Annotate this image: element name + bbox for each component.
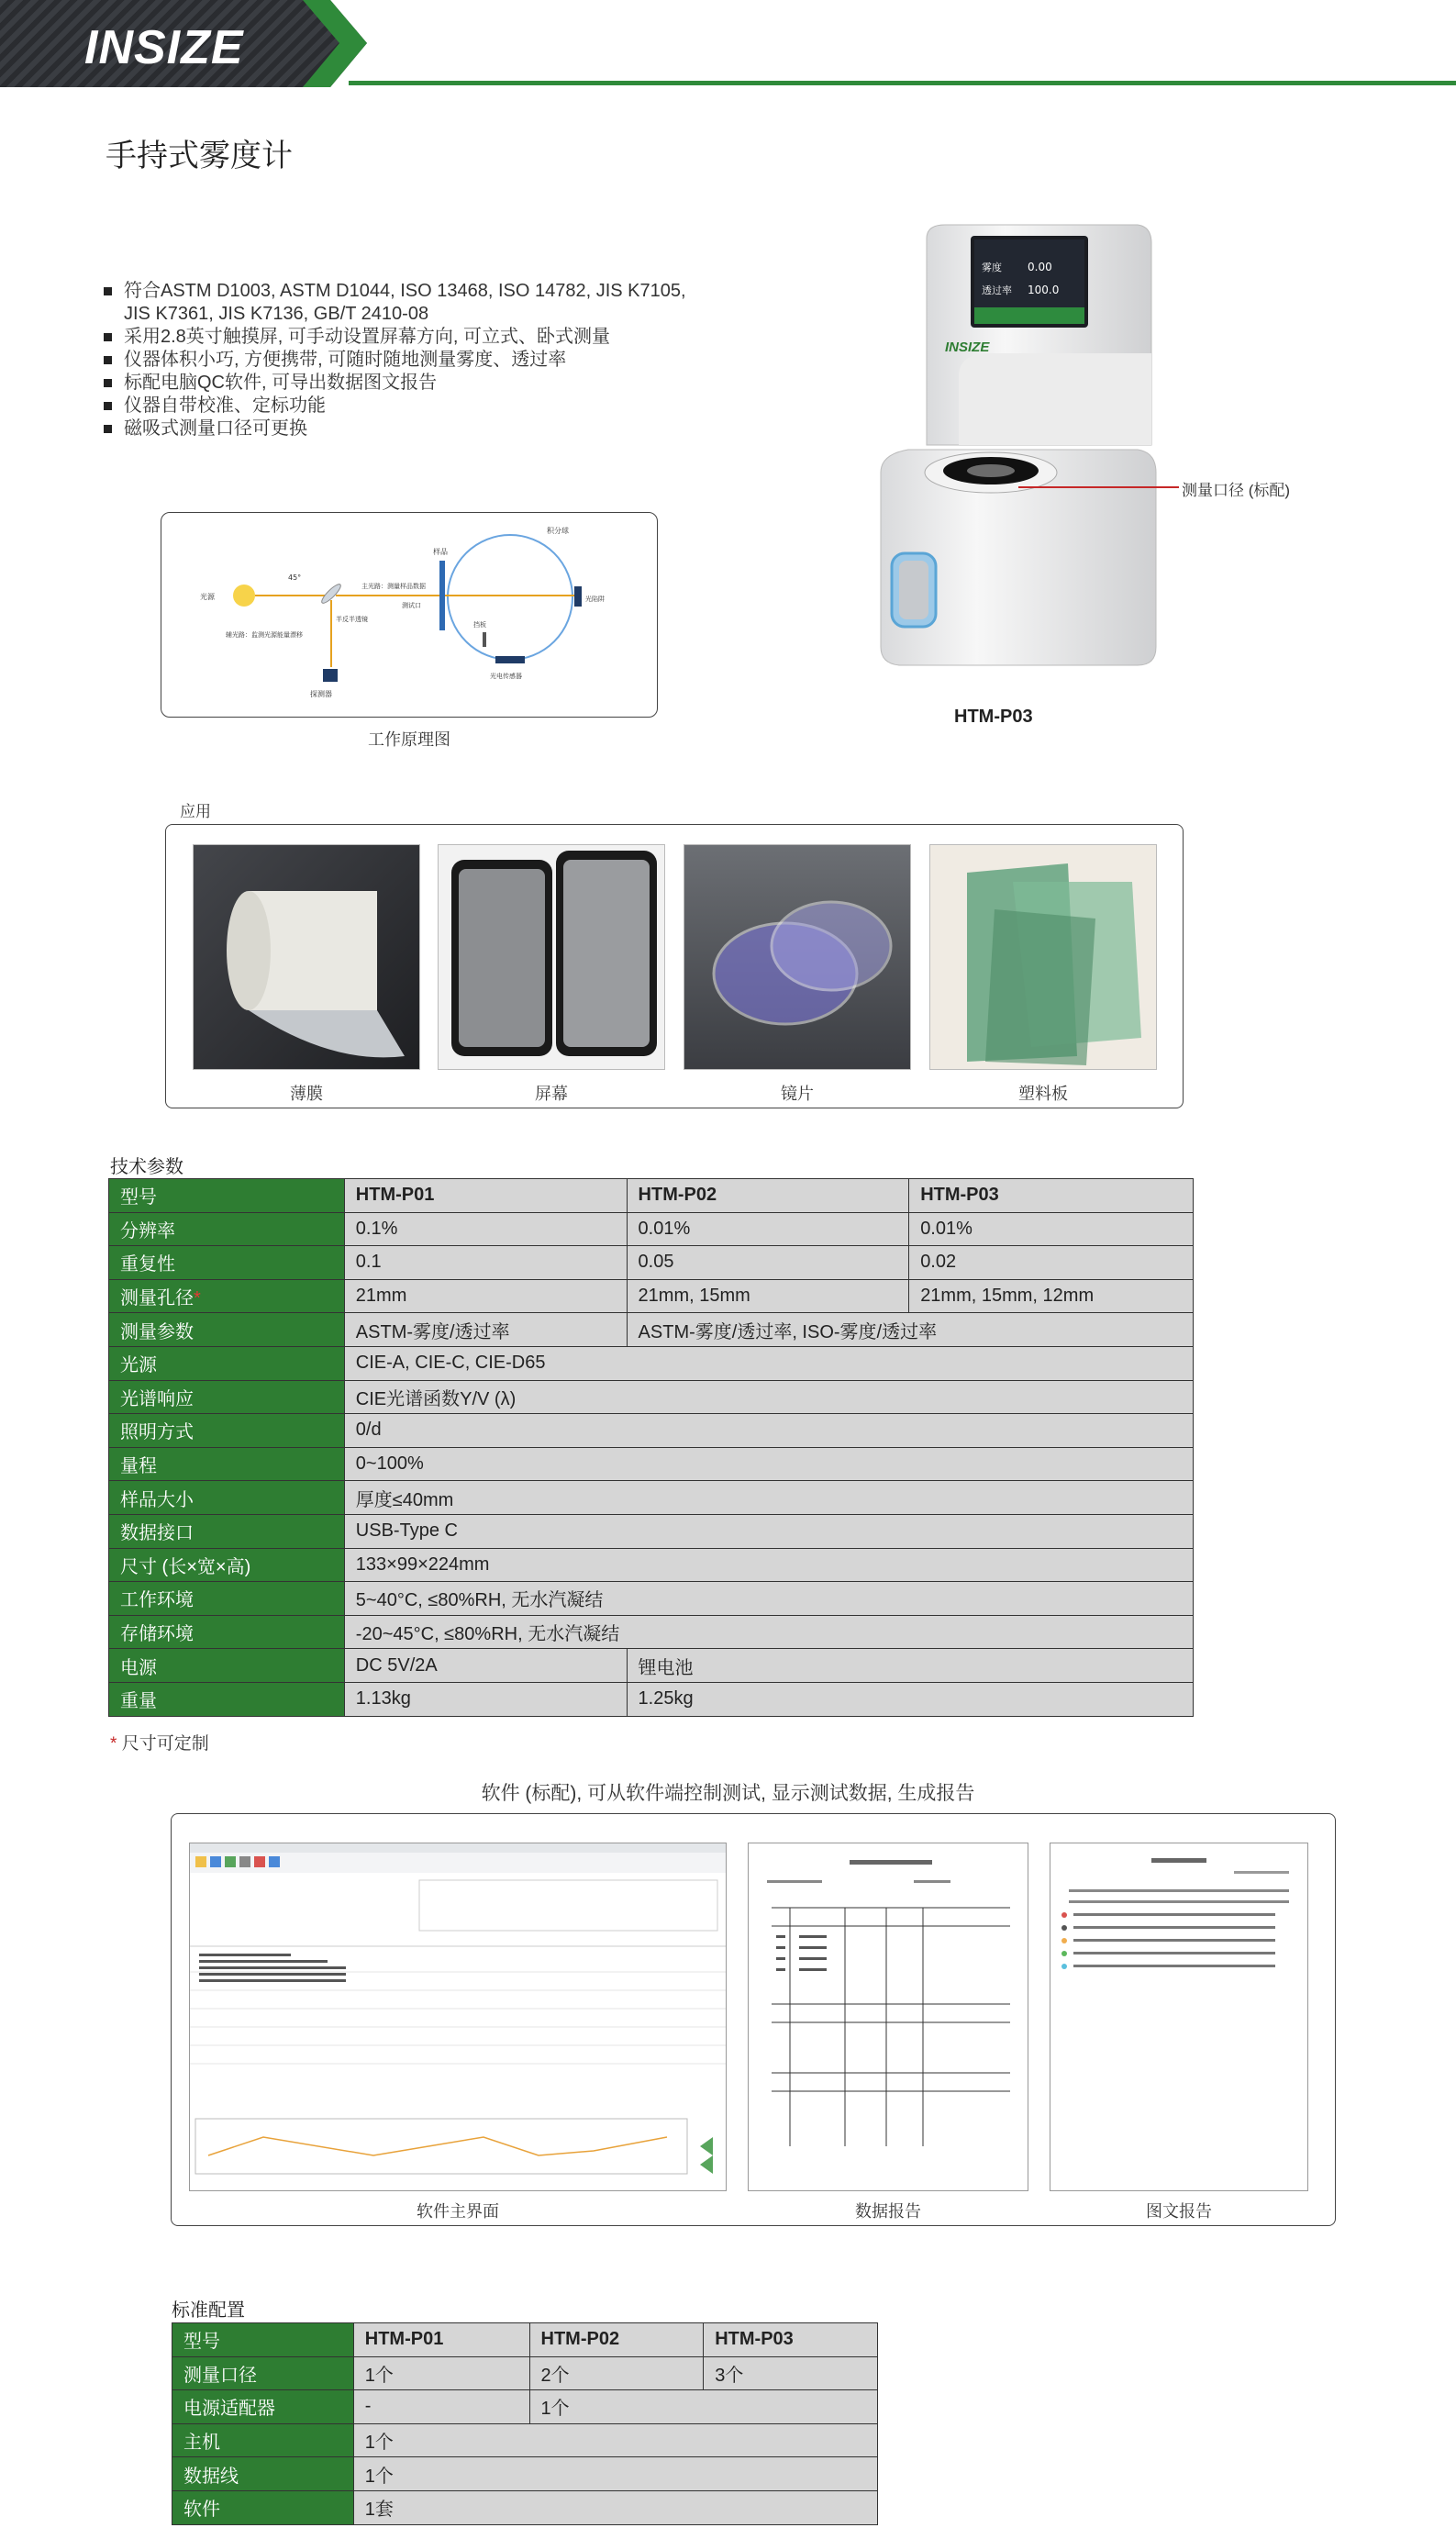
table-cell: 21mm [344,1279,627,1313]
feature-item: 符合ASTM D1003, ASTM D1044, ISO 13468, ISO 14782, JIS K7105, [104,280,728,303]
port-pointer-line [1018,486,1179,488]
label-baffle: 挡板 [473,621,486,629]
label-sphere: 积分球 [547,527,569,535]
label-test-port: 测试口 [402,602,421,609]
table-cell: 3个 [704,2356,878,2390]
feature-item: 采用2.8英寸触摸屏, 可手动设置屏幕方向, 可立式、卧式测量 [104,326,728,349]
table-header-cell: HTM-P02 [627,1179,909,1213]
table-header-cell: HTM-P01 [344,1179,627,1213]
table-cell: 0.05 [627,1246,909,1280]
table-cell: 133×99×224mm [344,1548,1193,1582]
table-header-cell: HTM-P02 [529,2323,704,2357]
row-label: 主机 [172,2423,354,2457]
table-header-cell: HTM-P01 [353,2323,529,2357]
application-lens-image [684,844,911,1070]
table-cell: 0.1% [344,1212,627,1246]
product-model-label: HTM-P03 [954,707,1033,727]
note-text: 尺寸可定制 [121,1734,209,1754]
row-label: 样品大小 [109,1481,345,1515]
table-row [109,1380,1194,1414]
screen-value-haze: 0.00 [1028,261,1052,273]
row-label: 存储环境 [109,1615,345,1649]
port-label: 测量口径 (标配) [1182,482,1291,499]
table-cell: 0/d [344,1414,1193,1448]
table-cell: DC 5V/2A [344,1649,627,1683]
software-main-screenshot [189,1843,727,2191]
table-row [109,1414,1194,1448]
table-row [172,2423,878,2457]
row-label: 光源 [109,1346,345,1380]
label-photo-sensor: 光电传感器 [490,673,522,680]
table-row [109,1179,1194,1213]
table-cell: 2个 [529,2356,704,2390]
row-label: 电源适配器 [172,2390,354,2424]
table-cell: 21mm, 15mm [627,1279,909,1313]
optical-path-diagram [161,513,657,717]
application-label: 镜片 [781,1085,814,1103]
table-cell: CIE光谱函数Y/V (λ) [344,1380,1193,1414]
table-header-cell: 型号 [172,2323,354,2357]
table-cell: 1个 [353,2423,877,2457]
page-header [0,0,1456,92]
table-row [172,2323,878,2357]
row-label: 电源 [109,1649,345,1683]
application-label: 屏幕 [535,1085,568,1103]
table-cell: 0.01% [627,1212,909,1246]
label-sample: 样品 [433,548,448,556]
table-header-cell: 型号 [109,1179,345,1213]
table-cell: 1.25kg [627,1682,1193,1716]
row-label: 重量 [109,1682,345,1716]
feature-item: 磁吸式测量口径可更换 [104,418,728,440]
table-cell: 1个 [353,2457,877,2491]
brand-logo: INSIZE [84,21,244,74]
table-row [109,1481,1194,1515]
table-cell: - [353,2390,529,2424]
row-label: 工作环境 [109,1582,345,1616]
screen-label-trans: 透过率 [982,284,1012,296]
table-header-cell: HTM-P03 [909,1179,1194,1213]
screen-value-trans: 100.0 [1028,284,1060,296]
feature-item: 仪器体积小巧, 方便携带, 可随时随地测量雾度、透过率 [104,349,728,372]
config-title: 标准配置 [172,2300,245,2321]
row-label: 软件 [172,2490,354,2524]
application-label: 薄膜 [290,1085,323,1103]
label-light-source: 光源 [200,593,215,601]
table-cell: 0.01% [909,1212,1194,1246]
table-cell: 0.1 [344,1246,627,1280]
label-half-mirror: 半反半透镜 [336,616,368,623]
table-cell: 1个 [353,2356,529,2390]
table-row [109,1649,1194,1683]
table-row [109,1548,1194,1582]
application-film-image [193,844,420,1070]
table-cell: 5~40°C, ≤80%RH, 无水汽凝结 [344,1582,1193,1616]
row-label: 测量参数 [109,1313,345,1347]
software-panel-label: 图文报告 [1146,2202,1212,2221]
label-light-trap: 光陷阱 [585,596,605,603]
config-table [172,2322,878,2525]
row-label: 分辨率 [109,1212,345,1246]
table-header-cell: HTM-P03 [704,2323,878,2357]
product-image [872,216,1165,674]
row-label [109,1279,345,1313]
row-label: 光谱响应 [109,1380,345,1414]
table-cell: USB-Type C [344,1514,1193,1548]
label-main-beam: 主光路：测量样品数据 [361,583,426,590]
table-row [109,1582,1194,1616]
row-label: 数据接口 [109,1514,345,1548]
haze-meter-device [872,216,1165,674]
table-cell: 厚度≤40mm [344,1481,1193,1515]
table-cell: ASTM-雾度/透过率, ISO-雾度/透过率 [627,1313,1193,1347]
table-row [109,1212,1194,1246]
label-detector: 探测器 [310,690,332,698]
row-label: 重复性 [109,1246,345,1280]
custom-mark: * [194,1288,201,1309]
table-row [109,1346,1194,1380]
device-logo: INSIZE [945,340,990,355]
table-row [172,2356,878,2390]
table-row [109,1447,1194,1481]
screen-label-haze: 雾度 [982,262,1002,273]
applications-title: 应用 [180,803,211,820]
software-panel-label: 软件主界面 [417,2202,499,2221]
data-report-screenshot [748,1843,1028,2191]
note-star: * [110,1734,117,1754]
graphic-report-screenshot [1050,1843,1308,2191]
page-title: 手持式雾度计 [106,139,293,173]
label-angle: 45° [288,574,302,582]
application-label: 塑料板 [1018,1085,1068,1103]
row-label-text: 测量孔径 [120,1288,194,1309]
table-cell: 0~100% [344,1447,1193,1481]
table-cell: 21mm, 15mm, 12mm [909,1279,1194,1313]
application-screen-image [438,844,665,1070]
table-row [109,1246,1194,1280]
table-cell: ASTM-雾度/透过率 [344,1313,627,1347]
row-label: 照明方式 [109,1414,345,1448]
table-row [172,2490,878,2524]
feature-item: 标配电脑QC软件, 可导出数据图文报告 [104,372,728,395]
row-label: 量程 [109,1447,345,1481]
table-row [109,1279,1194,1313]
feature-list [104,280,728,440]
customization-note [110,1730,209,1754]
table-cell: CIE-A, CIE-C, CIE-D65 [344,1346,1193,1380]
principle-diagram [161,512,658,718]
table-row [109,1615,1194,1649]
header-rule [349,81,1456,85]
table-cell: -20~45°C, ≤80%RH, 无水汽凝结 [344,1615,1193,1649]
application-plastic-sheet-image [929,844,1157,1070]
software-title: 软件 (标配), 可从软件端控制测试, 显示测试数据, 生成报告 [481,1783,975,1804]
label-ref-beam: 辅光路：监测光源能量漂移 [226,631,303,639]
software-panel-label: 数据报告 [855,2202,921,2221]
specs-table [108,1178,1194,1717]
table-cell: 1套 [353,2490,877,2524]
feature-item-continued: JIS K7361, JIS K7136, GB/T 2410-08 [124,304,429,324]
table-row [109,1682,1194,1716]
table-row [109,1313,1194,1347]
row-label: 尺寸 (长×宽×高) [109,1548,345,1582]
table-row [172,2457,878,2491]
row-label: 数据线 [172,2457,354,2491]
principle-caption: 工作原理图 [368,730,450,749]
table-cell: 1个 [529,2390,878,2424]
table-cell: 锂电池 [627,1649,1193,1683]
table-cell: 0.02 [909,1246,1194,1280]
row-label: 测量口径 [172,2356,354,2390]
table-cell: 1.13kg [344,1682,627,1716]
feature-item: 仪器自带校准、定标功能 [104,395,728,418]
table-row [172,2390,878,2424]
table-row [109,1514,1194,1548]
specs-title: 技术参数 [110,1157,183,1177]
